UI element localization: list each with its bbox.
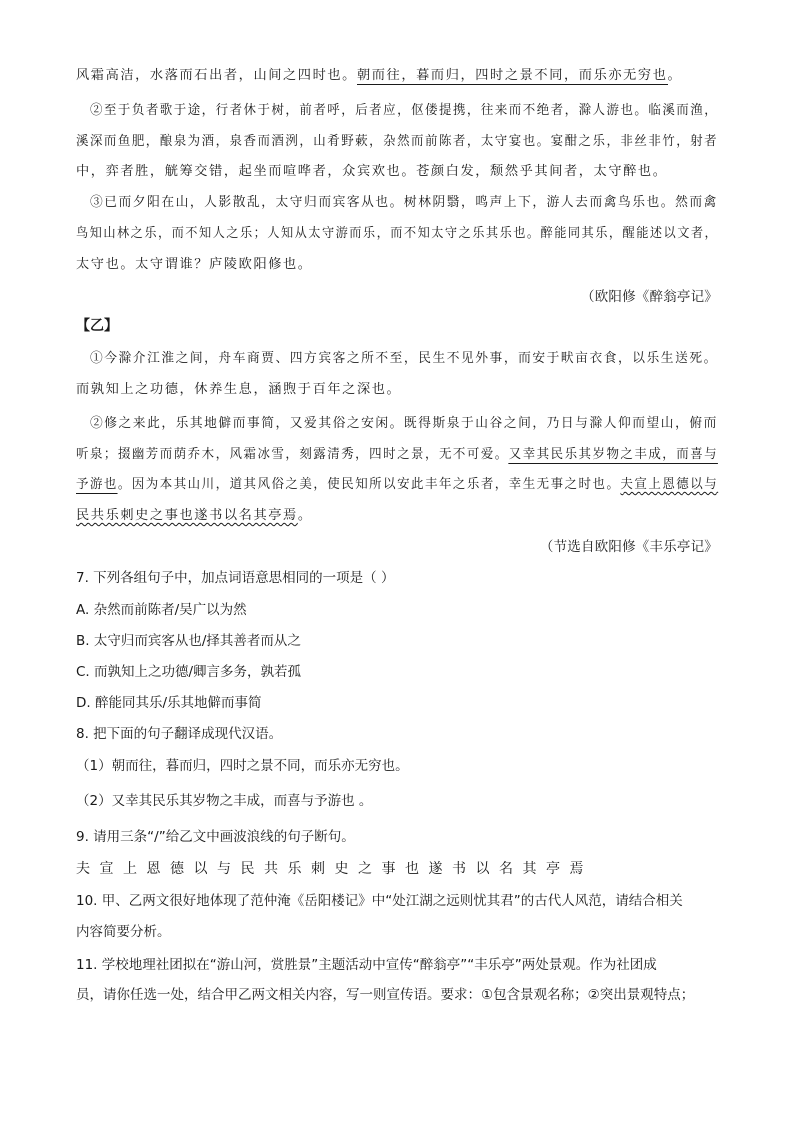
question-11-line-1: 11. 学校地理社团拟在“游山河，赏胜景”主题活动中宣传“醉翁亭”“丰乐亭”两处景观。作为社团成	[76, 957, 657, 973]
yi-underlined-sentence-part-2: 予游也	[76, 477, 118, 492]
yi-p2-line-1: ②修之来此，乐其地僻而事简，又爱其俗之安闲。既得斯泉于山谷之间，乃日与滁人仰而望山，俯而	[90, 416, 718, 431]
question-7: 7. 下列各组句子中，加点词语意思相同的一项是（ ）	[76, 570, 395, 586]
yi-tag: 【乙】	[76, 318, 118, 334]
jia-p2-line-2: 溪深而鱼肥，酿泉为酒，泉香而酒洌，山肴野蔌，杂然而前陈者，太守宴也。宴酣之乐，非丝非竹，射者	[76, 134, 719, 149]
yi-p1-line-2: 而孰知上之功德，休养生息，涵煦于百年之深也。	[76, 382, 402, 397]
jia-p2-line-3: 中，弈者胜，觥筹交错，起坐而喧哗者，众宾欢也。苍颜白发，颓然乎其间者，太守醉也。	[76, 164, 668, 179]
question-9: 9. 请用三条“/”给乙文中画波浪线的句子断句。	[76, 829, 355, 845]
question-11-line-2: 员，请你任选一处，结合甲乙两文相关内容，写一则宣传语。要求：①包含景观名称；②突出景观特点；	[76, 987, 695, 1003]
yi-wavy-sentence-part-1: 夫宣上恩德以与	[620, 477, 719, 492]
yi-p2-line-3-text: 。因为本其山川，道其风俗之美，使民知所以安此丰年之乐者，幸生无事之时也。	[117, 477, 621, 492]
yi-p2-line-2-text: 听泉；掇幽芳而荫乔木，风霜冰雪，刻露清秀，四时之景，无不可爱。	[76, 447, 509, 462]
yi-source: （节选自欧阳修《丰乐亭记》	[539, 539, 718, 555]
yi-p2-line-3	[76, 475, 718, 495]
jia-p3-line-1: ③已而夕阳在山，人影散乱，太守归而宾客从也。树林阴翳，鸣声上下，游人去而禽鸟乐也。然而禽	[90, 195, 718, 210]
question-10-line-2: 内容简要分析。	[76, 924, 171, 940]
question-8-item-1: （1）朝而往，暮而归，四时之景不同，而乐亦无穷也。	[76, 758, 409, 774]
yi-p2-line-4-end: 。	[297, 508, 313, 523]
yi-wavy-sentence-part-2: 民共乐刺史之事也遂书以名其亭焉	[76, 508, 298, 523]
jia-line-1	[76, 66, 682, 86]
question-7-option-a: A. 杂然而前陈者/吴广以为然	[76, 602, 247, 618]
jia-p2-line-1: ②至于负者歌于途，行者休于树，前者呼，后者应，伛偻提携，往来而不绝者，滁人游也。临溪而渔，	[90, 103, 719, 118]
yi-p2-line-2	[76, 445, 718, 465]
question-8-item-2: （2）又幸其民乐其岁物之丰成，而喜与予游也 。	[76, 793, 373, 809]
jia-line-1-text: 风霜高洁，水落而石出者，山间之四时也。	[76, 68, 357, 83]
yi-p1-line-1: ①今滁介江淮之间，舟车商贾、四方宾客之所不至，民生不见外事，而安于畎亩衣食，以乐生送死。	[90, 351, 718, 366]
yi-p2-line-4	[76, 506, 313, 526]
yi-underlined-sentence-part-1: 又幸其民乐其岁物之丰成，而喜与	[508, 447, 719, 462]
question-7-option-b: B. 太守归而宾客从也/择其善者而从之	[76, 633, 301, 649]
question-8: 8. 把下面的句子翻译成现代汉语。	[76, 726, 283, 742]
jia-source: （欧阳修《醉翁亭记》	[581, 289, 718, 305]
question-7-option-d: D. 醉能同其乐/乐其地僻而事简	[76, 695, 262, 711]
jia-line-1-end: 。	[667, 68, 683, 83]
jia-p3-line-2: 鸟知山林之乐，而不知人之乐；人知从太守游而乐，而不知太守之乐其乐也。醉能同其乐，醒能述以文者，	[76, 226, 719, 241]
jia-p3-line-3: 太守也。太守谓谁？庐陵欧阳修也。	[76, 257, 313, 272]
question-7-option-c: C. 而孰知上之功德/卿言多务，孰若孤	[76, 664, 302, 680]
question-10-line-1: 10. 甲、乙两文很好地体现了范仲淹《岳阳楼记》中“处江湖之远则忧其君”的古代人风范，请结合相关	[76, 893, 683, 909]
jia-underlined-sentence: 朝而往，暮而归，四时之景不同，而乐亦无穷也	[356, 68, 668, 83]
question-9-sentence: 夫宣上恩德以与民共乐刺史之事也遂书以名其亭焉	[76, 861, 593, 877]
